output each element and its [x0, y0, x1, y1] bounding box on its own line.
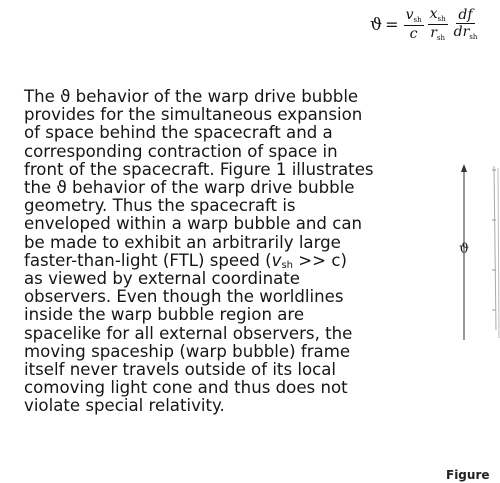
warp-expansion-equation: [370, 6, 481, 43]
frac3-den-sub: sh: [469, 33, 478, 41]
frac1-den: c: [409, 26, 418, 42]
paragraph-line: violate special relativity.: [24, 396, 225, 416]
ftl-velocity-sub: sh: [281, 259, 293, 271]
body-paragraph: [24, 88, 434, 416]
frac2-den-var: r: [430, 25, 437, 41]
paragraph-line: as viewed by external coordinate: [24, 269, 301, 289]
figure-curve-edge: [494, 166, 496, 330]
paragraph-line: the ϑ behavior of the warp drive bubble: [24, 178, 355, 198]
frac2-den-sub: sh: [436, 34, 445, 42]
equation-fraction-position: [428, 6, 448, 43]
paragraph-line: geometry. Thus the spacecraft is: [24, 196, 296, 216]
ftl-text-post: >> c): [293, 250, 347, 270]
paragraph-line: inside the warp bubble region are: [24, 305, 305, 325]
paragraph-line: corresponding contraction of space in: [24, 141, 338, 161]
frac2-num-sub: sh: [437, 15, 446, 23]
figure-axis-arrowhead: [461, 164, 467, 172]
paragraph-line: provides for the simultaneous expansion: [24, 105, 363, 125]
paragraph-line: enveloped within a warp bubble and can: [24, 214, 363, 234]
equation-fraction-derivative: [452, 7, 480, 42]
paragraph-line: comoving light cone and thus does not: [24, 378, 348, 398]
paragraph-line: be made to exhibit an arbitrarily large: [24, 232, 341, 252]
paragraph-line: front of the spacecraft. Figure 1 illustrates: [24, 159, 374, 179]
equation-equals: =: [385, 15, 399, 34]
paragraph-line: moving spaceship (warp bubble) frame: [24, 341, 351, 361]
equation-fraction-velocity: [404, 7, 424, 42]
figure-curve-edge: [498, 168, 499, 338]
equation-lhs: ϑ: [370, 14, 383, 35]
paragraph-line: itself never travels outside of its local: [24, 360, 337, 380]
frac3-num: df: [458, 7, 473, 23]
frac1-num-sub: sh: [413, 16, 422, 24]
paragraph-line-ftl: [24, 252, 434, 270]
ftl-text-pre: faster-than-light (FTL) speed (: [24, 250, 272, 270]
paragraph-line: spacelike for all external observers, the: [24, 323, 353, 343]
paragraph-line: of space behind the spacecraft and a: [24, 123, 333, 143]
figure-caption-fragment: Figure: [446, 468, 490, 482]
figure-axis-label: ϑ: [459, 241, 470, 257]
paragraph-line: The ϑ behavior of the warp drive bubble: [24, 87, 359, 106]
paragraph-line: observers. Even though the worldlines: [24, 287, 344, 307]
ftl-velocity-var: v: [271, 250, 282, 270]
frac1-num-var: v: [405, 7, 414, 23]
frac2-num-var: x: [429, 6, 438, 22]
frac3-den-var: dr: [453, 24, 470, 40]
